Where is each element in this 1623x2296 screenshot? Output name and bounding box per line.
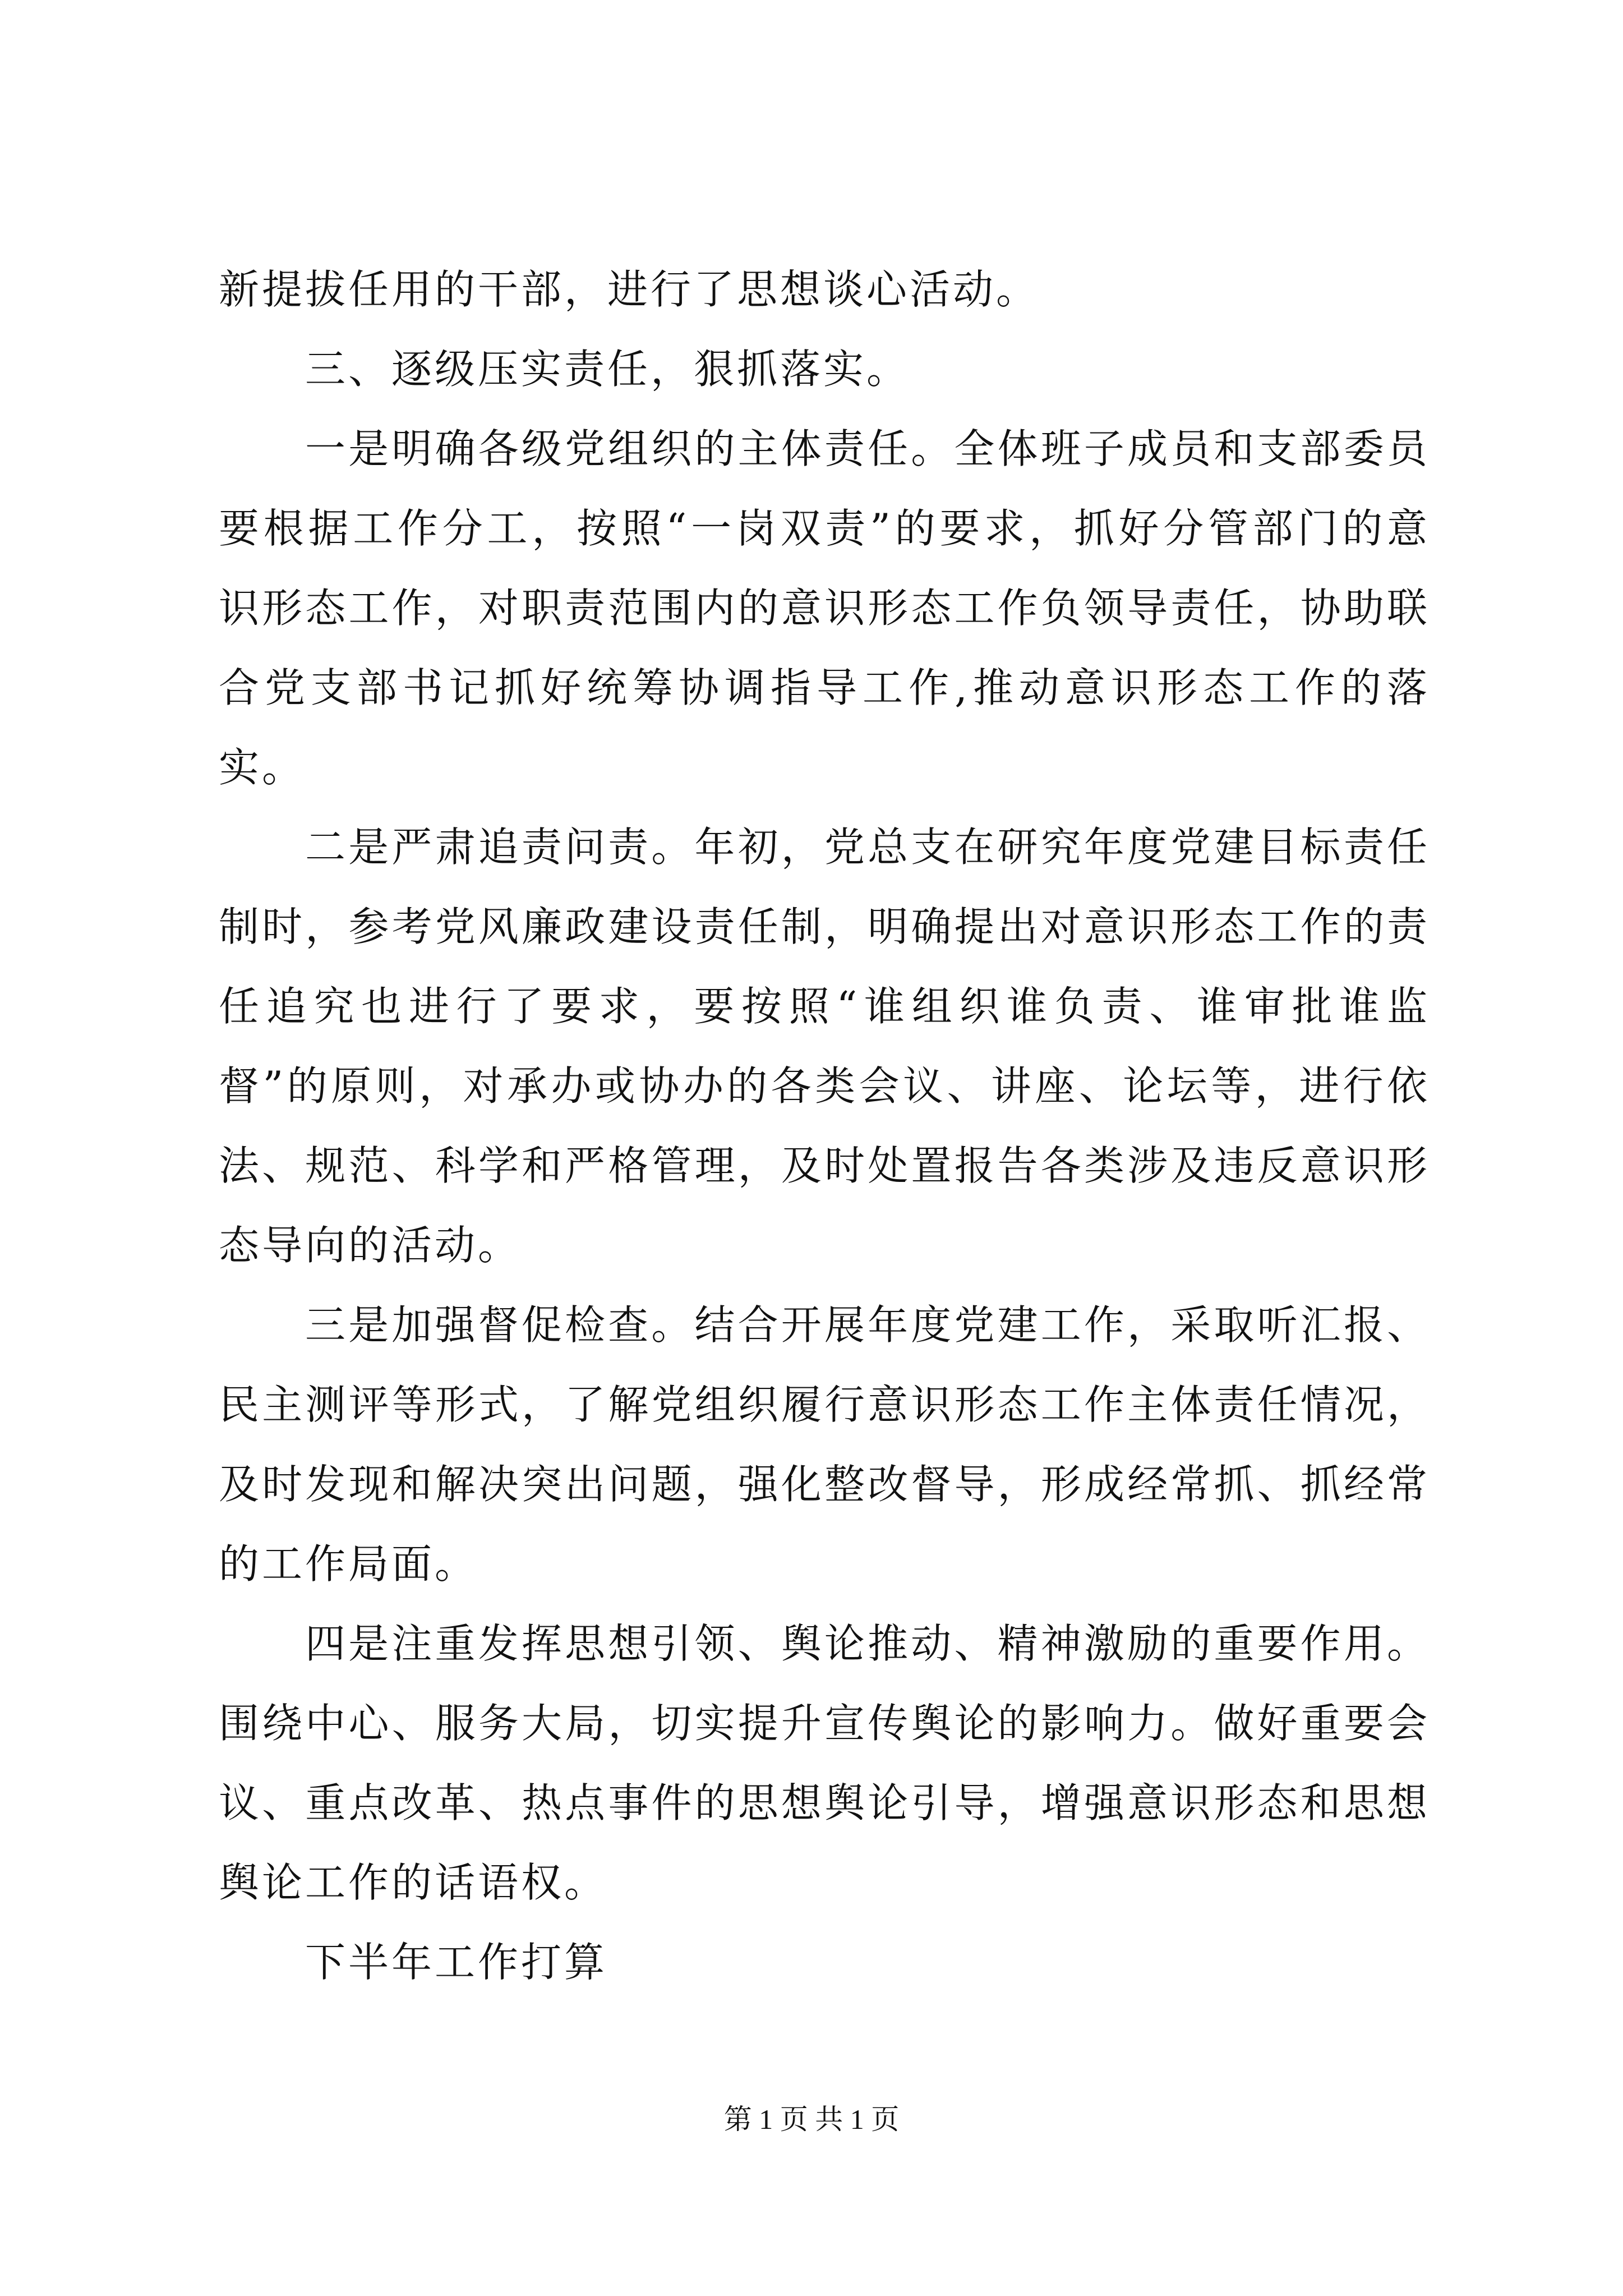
second-half-plan-heading: 下半年工作打算 <box>305 1939 608 1986</box>
paragraph-accountability: 二是严肃追责问责。年初，党总支在研究年度党建目标责任制时，参考党风廉政建设责任制，明确提出对意识形态工作的责任追究也进行了要求，要按照“谁组织谁负责、谁审批谁监督”的原则，对承办或协办的各类会议、讲座、论坛等，进行依法、规范、科学和严格管理，及时处置报告各类涉及违反意识形态导向的活动。 <box>219 823 1430 1269</box>
paragraph-ideological-guidance: 四是注重发挥思想引领、舆论推动、精神激励的重要作用。围绕中心、服务大局，切实提升宣传舆论的影响力。做好重要会议、重点改革、热点事件的思想舆论引导，增强意识形态和思想舆论工作的话语权。 <box>219 1620 1430 1906</box>
page-footer: 第 1 页 共 1 页 <box>723 2104 900 2135</box>
paragraph-continuation: 新提拔任用的干部，进行了思想谈心活动。 <box>219 266 1040 313</box>
paragraph-main-responsibility: 一是明确各级党组织的主体责任。全体班子成员和支部委员要根据工作分工，按照“一岗双责”的要求，抓好分管部门的意识形态工作，对职责范围内的意识形态工作负领导责任，协助联合党支部书记抓好统筹协调指导工作,推动意识形态工作的落实。 <box>219 425 1430 791</box>
document-body <box>219 250 1430 2002</box>
paragraph-supervision: 三是加强督促检查。结合开展年度党建工作，采取听汇报、民主测评等形式，了解党组织履行意识形态工作主体责任情况，及时发现和解决突出问题，强化整改督导，形成经常抓、抓经常的工作局面。 <box>219 1301 1430 1588</box>
section-heading: 三、逐级压实责任，狠抓落实。 <box>305 346 910 393</box>
